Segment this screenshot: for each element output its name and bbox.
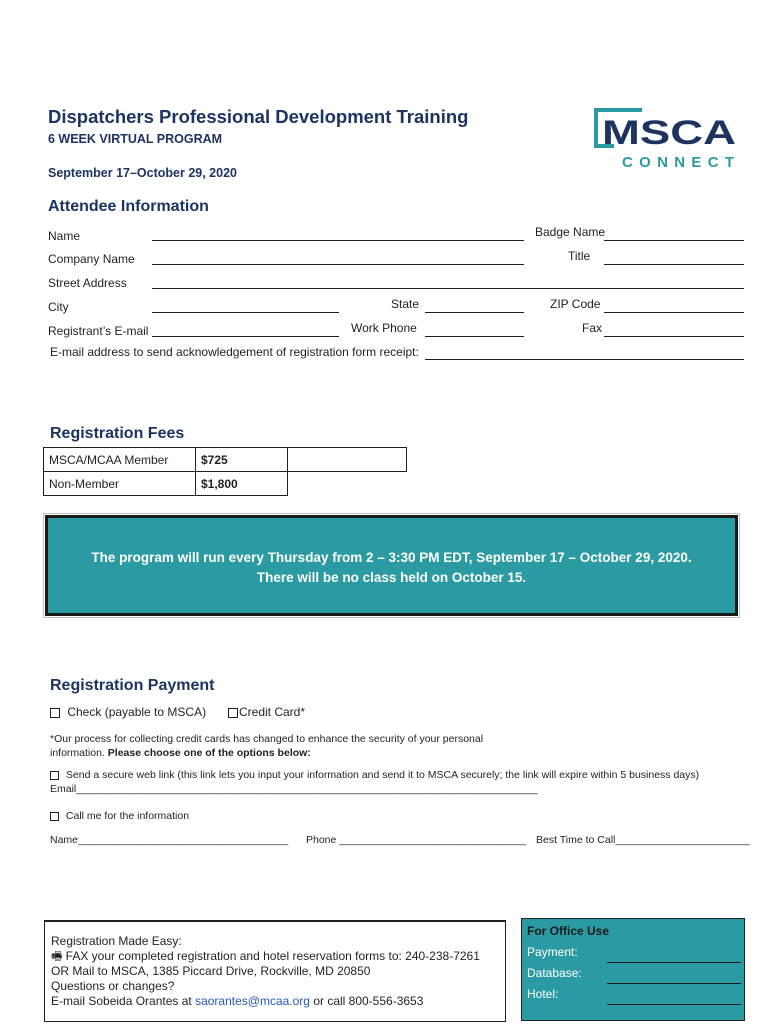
credit-card-checkbox[interactable] (228, 708, 238, 718)
payment-note-line-1: *Our process for collecting credit cards has changed to enhance the security of your personal (50, 733, 484, 745)
fees-heading: Registration Fees (50, 425, 185, 442)
easy-heading: Registration Made Easy: (51, 934, 182, 948)
company-name-label: Company Name (48, 252, 135, 266)
check-option[interactable] (50, 705, 206, 719)
fees-table (43, 447, 407, 496)
credit-card-option[interactable] (228, 705, 305, 719)
page-title: Dispatchers Professional Development Training (48, 106, 469, 127)
office-use-box (521, 918, 745, 1021)
schedule-line-1: The program will run every Thursday from 2 – 3:30 PM EDT, September 17 – October 29, 2020. (91, 550, 692, 565)
office-payment-label: Payment: (527, 945, 578, 959)
table-row (44, 472, 407, 496)
name-label: Name (48, 229, 81, 243)
office-hotel-label: Hotel: (527, 987, 559, 1001)
secure-link-checkbox[interactable] (50, 771, 59, 780)
office-use-title: For Office Use (527, 924, 610, 938)
ack-email-field[interactable] (425, 359, 744, 360)
call-phone-field[interactable]: Phone ________________________________ (306, 834, 527, 846)
office-payment-field[interactable] (607, 962, 741, 963)
zip-field[interactable] (604, 312, 744, 313)
easy-contact-text: E-mail Sobeida Orantes at (51, 994, 196, 1008)
payment-note-text: information. (50, 747, 108, 759)
msca-connect-logo (590, 104, 750, 174)
state-field[interactable] (425, 312, 524, 313)
payment-note-line-2 (50, 747, 311, 759)
registrant-email-field[interactable] (152, 336, 339, 337)
badge-name-field[interactable] (604, 240, 744, 241)
credit-card-label: Credit Card* (239, 705, 306, 719)
schedule-banner (45, 515, 738, 616)
call-me-label: Call me for the information (65, 810, 190, 822)
badge-name-label: Badge Name (535, 225, 606, 239)
registration-made-easy-box (44, 920, 506, 1022)
program-subtitle: 6 WEEK VIRTUAL PROGRAM (48, 132, 223, 146)
street-address-field[interactable] (152, 288, 744, 289)
check-checkbox[interactable] (50, 708, 60, 718)
check-label: Check (payable to MSCA) (67, 705, 207, 719)
svg-text:CONNECT: CONNECT (622, 154, 734, 171)
call-me-option[interactable] (50, 810, 189, 822)
easy-mail-line: OR Mail to MSCA, 1385 Piccard Drive, Rockville, MD 20850 (51, 964, 371, 978)
secure-link-label: Send a secure web link (this link lets you input your information and send it to MSCA securely; the link will expire within 5 business days) (65, 769, 700, 781)
title-field[interactable] (604, 264, 744, 265)
fee-price: $1,800 (196, 472, 288, 496)
program-dates: September 17–October 29, 2020 (48, 166, 237, 180)
call-me-checkbox[interactable] (50, 812, 59, 821)
registrant-email-label: Registrant’s E-mail (48, 324, 149, 338)
secure-link-option[interactable] (50, 769, 699, 781)
attendee-heading: Attendee Information (48, 198, 209, 215)
title-label: Title (568, 249, 591, 263)
fax-label: Fax (582, 321, 603, 335)
street-address-label: Street Address (48, 276, 127, 290)
call-best-time-field[interactable]: Best Time to Call_______________________ (536, 834, 750, 846)
secure-link-email-field[interactable]: Email_______________________________________________________________________________ (50, 783, 538, 795)
table-row (44, 448, 407, 472)
schedule-line-2: There will be no class held on October 15. (256, 570, 527, 585)
zip-label: ZIP Code (550, 297, 601, 311)
work-phone-field[interactable] (425, 336, 524, 337)
city-field[interactable] (152, 312, 339, 313)
easy-contact-line (51, 994, 480, 1009)
call-name-field[interactable]: Name____________________________________ (50, 834, 289, 846)
name-field[interactable] (152, 240, 524, 241)
state-label: State (391, 297, 420, 311)
easy-questions-line: Questions or changes? (51, 979, 175, 993)
fee-label: MSCA/MCAA Member (44, 448, 196, 472)
easy-fax-line: 🖷 FAX your completed registration and hotel reservation forms to: 240-238-7261 (51, 949, 480, 963)
contact-email-link[interactable]: saorantes@mcaa.org (195, 994, 310, 1008)
company-name-field[interactable] (152, 264, 524, 265)
fee-label: Non-Member (44, 472, 196, 496)
fax-field[interactable] (604, 336, 744, 337)
payment-note-emphasis: Please choose one of the options below: (107, 747, 311, 759)
fee-price: $725 (196, 448, 288, 472)
office-database-label: Database: (527, 966, 582, 980)
city-label: City (48, 300, 69, 314)
fee-empty-cell (288, 472, 407, 496)
office-database-field[interactable] (607, 983, 741, 984)
ack-email-label: E-mail address to send acknowledgement of registration form receipt: (50, 345, 419, 359)
svg-text:MSCA: MSCA (602, 114, 736, 152)
easy-contact-phone: or call 800-556-3653 (309, 994, 424, 1008)
office-hotel-field[interactable] (607, 1004, 741, 1005)
payment-heading: Registration Payment (50, 677, 215, 694)
work-phone-label: Work Phone (351, 321, 417, 335)
fee-select-cell[interactable] (288, 448, 407, 472)
